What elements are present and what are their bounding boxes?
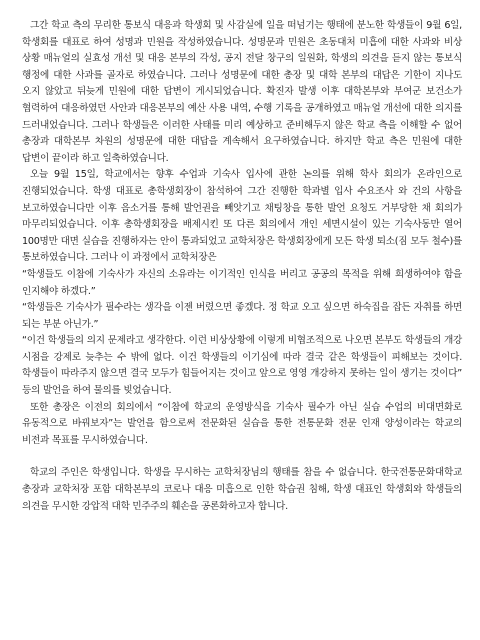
- paragraph-president-remarks: 또한 총장은 이전의 회의에서 “이참에 학교의 운영방식을 기숙사 필수가 아닌 실습 수업의 비대면화로 유동적으로 바꿔보자”는 발언을 함으로써 전문화된 실습을 통한 전통문화 전문 인재 양성이라는 학교의 비전과 목표를 무시하였습니다.: [22, 401, 462, 446]
- paragraph-academic-meeting: 오늘 9월 15일, 학교에서는 향후 수업과 기숙사 입사에 관한 논의를 위해 학사 회의가 온라인으로 진행되었습니다. 학생 대표로 총학생회장이 참석하여 그간 진행한 학과별 입사 수요조사 와 건의 사항을 보고하였습니다만 이후 음소거를 통해 발언권을 빼앗기고 채팅창을 통한 발언 요청도 거부당한 채 회의가 마무리되었습니다. 이후 총학생회장을 배제시킨 또 다른 회의에서 개인 세면시설이 있는 기숙사동만 열어 100명만 대면 실습을 진행하자는 안이 통과되었고 교학처장은 학생회장에게 모든 학생 퇴소(짐 모두 철수)를 통보하였습니다. 그러나 이 과정에서 교학처장은: [22, 169, 462, 264]
- paragraph-gap: [22, 449, 462, 465]
- document-body: [22, 18, 462, 515]
- paragraph-conclusion: 학교의 주인은 학생입니다. 학생을 무시하는 교학처장님의 행태를 참을 수 없습니다. 한국전통문화대학교 총장과 교학처장 포함 대학본부의 코로나 대응 미흡으로 인한 학습권 침해, 학생 대표인 학생회와 학생들의 의견을 무시한 강압적 대학 민주주의 훼손을 공론화하고자 합니다.: [22, 467, 462, 512]
- quote-3: “이건 학생들의 의지 문제라고 생각한다. 이런 비상상황에 이렇게 비협조적으로 나오면 본부도 학생들의 개강 시점을 강제로 늦추는 수 밖에 없다. 이건 학생들의 이기심에 따라 결국 같은 학생들이 피해보는 것이다. 학생들이 따라주지 않으면 결국 모두가 힘들어지는 것이고 앞으로 영영 개강하지 못하는 일이 생기는 것이다” 등의 발언을 하여 물의를 빚었습니다.: [22, 335, 462, 397]
- quote-1: “학생들도 이참에 기숙사가 자신의 소유라는 이기적인 인식을 버리고 공공의 목적을 위해 희생하여야 함을 인지해야 하겠다.”: [22, 268, 462, 297]
- paragraph-statement-background: 그간 학교 측의 무리한 통보식 대응과 학생회 및 사감실에 일을 떠넘기는 행태에 분노한 학생들이 9월 6일, 학생회를 대표로 하여 성명과 민원을 작성하였습니다. 성명문과 민원은 초동대처 미흡에 대한 사과와 비상 상황 매뉴얼의 실효성 개선 및 대응 본부의 각성, 공지 전달 창구의 일원화, 학생의 의견을 듣지 않는 통보식 행정에 대한 사과를 골자로 하였습니다. 그러나 성명문에 대한 총장 및 대학 본부의 대답은 기한이 지나도 오지 않았고 뒤늦게 민원에 대한 답변이 게시되었습니다. 확진자 발생 이후 대학본부와 부여군 보건소가 협력하여 대응하였던 사안과 대응본부의 예산 사용 내역, 수행 기록을 공개하였고 매뉴얼 개선에 대한 의지를 드러내었습니다. 그러나 학생들은 이러한 사태를 미리 예상하고 준비해두지 않은 학교 측을 이해할 수 없어 총장과 대학본부 차원의 성명문에 대한 대답을 계속해서 요구하였습니다. 하지만 학교 측은 민원에 대한 답변이 끝이라 하고 일축하였습니다.: [22, 20, 462, 164]
- quote-2: “학생들은 기숙사가 필수라는 생각을 이젠 버렸으면 좋겠다. 정 학교 오고 싶으면 하숙집을 잡든 자취를 하면 되는 부분 아닌가.”: [22, 302, 462, 330]
